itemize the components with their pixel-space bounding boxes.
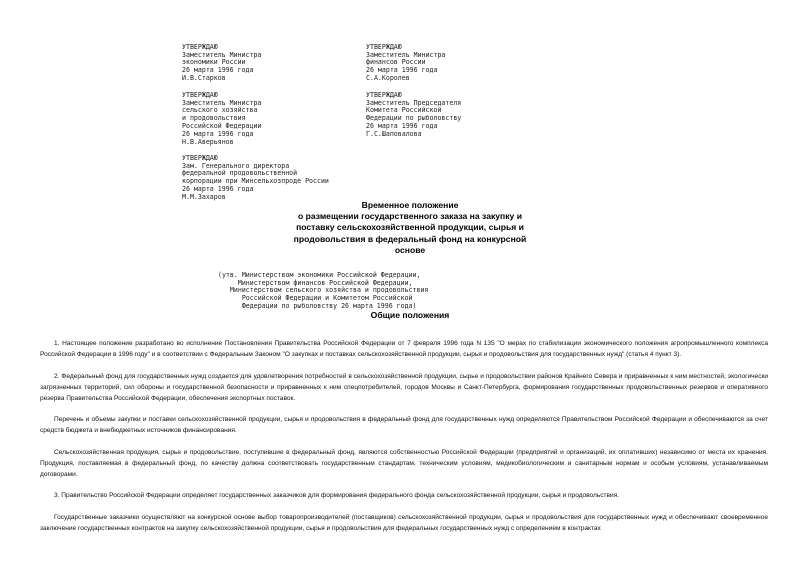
approved-by-line: Министерством финансов Российской Федерации, [218,278,413,287]
section-title: Общие положения [370,310,450,320]
approval-line: С.А.Королев [366,73,410,82]
paragraph: Перечень и объемы закупки и поставки сельскохозяйственной продукции, сырья и продовольствия в федеральный фонд для государственных нужд определяются Правительством Российской Федерации и обеспечиваются за счет средств бюджета и внебюджетных источников финансирования. [40,416,768,434]
paragraph: 2. Федеральный фонд для государственных нужд создается для удовлетворения потребностей в сельскохозяйственной продукции, сырье и продовольствии районов Крайнего Севера и приравненных к ним местностей, экологически загрязненных территорий, сил обороны и государственной безопасности и приравненных к ним спецпотребителей, городов Москвы и Санкт-Петербурга, формирования государственных продовольственных резервов и оперативного резерва Правительства Российской Федерации, обеспечения экспортных поставок. [40,372,768,402]
approval-line: Заместитель Председателя [366,98,462,107]
approval-line: Заместитель Министра [366,50,446,59]
approval-line: корпорации при Минсельхозпроде России [182,177,329,186]
approval-line: М.М.Захаров [182,192,226,201]
approval-line: Федерации по рыболовству [366,114,462,123]
paragraph: 3. Правительство Российской Федерации определяет государственных заказчиков для формирования федерального фонда сельскохозяйственной продукции, сырья и продовольствия. [54,492,620,499]
paragraph: 1. Настоящее положение разработано во исполнение Постановления Правительства Российской Федерации от 7 февраля 1996 года N 135 "О мерах по стабилизации экономического положения агропромышленного комплекса Российской Федерации в 1996 году" и в соответствии с Федеральным Законом "О закупках и поставках сельскохозяйственной продукции, сырья и продовольствия для государственных нужд" (статья 4 пункт 3). [40,340,768,358]
title-line: Временное положение [361,200,459,210]
paragraph: Сельскохозяйственная продукция, сырье и продовольствие, поступившие в федеральный фонд, являются собственностью Российской Федерации (предприятий и организаций, их оплативших) независимо от места их хранения. Продукция, поставляемая в федеральный фонд, по качеству должна соответствовать государственным стандартам, техническим условиям, медикобиологическим и санитарным нормам и особым условиям, устанавливаемым договорами. [40,448,768,478]
approval-line: 26 марта 1996 года [182,66,254,75]
paragraph: Государственные заказчики осуществляют на конкурсной основе выбор товаропроизводителей (поставщиков) сельскохозяйственной продукции, сырья и продовольствия для государственных нужд и обеспечивают своевременное заключение государственных контрактов на закупку сельскохозяйственной продукции, сырья и продовольствия для федеральных государственных нужд с определением в контрактах [40,513,768,532]
approval-line: УТВЕРЖДАЮ [182,153,218,162]
approval-block-economy [182,36,261,91]
approval-line: Заместитель Министра [182,98,262,107]
approved-by-line: (утв. Министерством экономики Российской Федерации, [218,270,421,279]
title-line: о размещении государственного заказа на закупку и [297,211,522,222]
approval-line: экономики России [182,58,246,67]
approval-line: Н.В.Аверьянов [182,137,234,146]
approval-line: 26 марта 1996 года [366,66,438,75]
title-line: продовольствия в федеральный фонд на конкурсной [293,233,527,244]
approval-line: 26 марта 1996 года [182,184,254,193]
approval-line: 26 марта 1996 года [182,129,254,138]
approval-line: УТВЕРЖДАЮ [182,90,218,99]
document-body [40,338,768,544]
document-title [250,200,570,256]
approval-block-finance [366,36,445,91]
approval-line: Г.С.Шаповалова [366,129,422,138]
approval-line: Комитета Российской [366,106,442,115]
approval-line: УТВЕРЖДАЮ [366,42,402,51]
title-line: поставку сельскохозяйственной продукции, сырья и [296,222,524,233]
title-line: основе [394,244,426,255]
approval-line: Заместитель Министра [182,50,262,59]
approval-line: Российской Федерации [182,121,262,130]
approval-line: И.В.Старков [182,73,226,82]
approval-line: финансов России [366,58,426,67]
approval-line: УТВЕРЖДАЮ [366,90,402,99]
approval-line: федеральной продовольственной [182,169,298,178]
approval-line: Зам. Генерального директора [182,161,290,170]
approved-by-line: Федерации по рыболовству 26 марта 1996 года) [218,301,417,310]
approval-line: УТВЕРЖДАЮ [182,42,218,51]
approval-line: и продовольствия [182,114,246,123]
approval-block-agriculture [182,84,261,154]
approval-block-fisheries [366,84,461,146]
approved-by-line: Министерством сельского хозяйства и продовольствия [218,286,429,295]
approval-line: сельского хозяйства [182,106,258,115]
approved-by-line: Российской Федерации и Комитетом Российской [218,294,413,303]
approval-line: 26 марта 1996 года [366,121,438,130]
